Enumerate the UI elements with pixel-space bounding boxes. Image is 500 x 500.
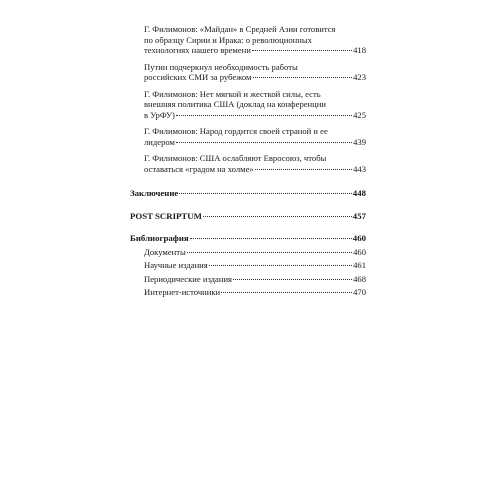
toc-entry-last-line xyxy=(144,247,366,258)
page-number: 448 xyxy=(352,188,366,198)
toc-entry-last-line xyxy=(144,72,366,83)
toc-entry-line: технологиях нашего времени xyxy=(144,45,251,55)
dot-leader xyxy=(255,169,352,170)
page-number: 439 xyxy=(353,136,366,147)
toc-entry-last-line xyxy=(130,233,366,244)
toc-entry-line: Периодические издания xyxy=(144,273,233,284)
toc-entry-line: в УрФУ) xyxy=(144,109,175,120)
dot-leader xyxy=(221,292,352,293)
page-number: 423 xyxy=(353,72,366,82)
toc-entry-line: Г. Филимонов: США ослабляют Евросоюз, чтобы xyxy=(144,153,327,163)
toc-entry-last-line xyxy=(144,110,366,121)
toc-entry-people-proud xyxy=(130,126,366,147)
toc-entry-line: внешняя политика США (доклад на конференции xyxy=(144,99,326,109)
toc-bib-documents xyxy=(130,247,366,258)
toc-section-postscriptum xyxy=(130,211,366,222)
toc-entry-line: российских СМИ за рубежом xyxy=(144,72,252,82)
dot-leader xyxy=(187,252,352,253)
section-title: Библиография xyxy=(130,233,189,243)
toc-entry-line: лидером xyxy=(144,136,175,147)
dot-leader xyxy=(252,50,352,51)
toc-entry-last-line xyxy=(144,287,366,298)
toc-entry-line: Г. Филимонов: «Майдан» в Средней Азии готовится xyxy=(144,24,336,34)
dot-leader xyxy=(209,265,352,266)
page-number: 425 xyxy=(353,109,366,120)
toc-entry-line: Г. Филимонов: Нет мягкой и жесткой силы, есть xyxy=(144,88,321,99)
toc-bib-periodicals xyxy=(130,274,366,285)
toc-entry-last-line xyxy=(144,274,366,285)
toc-entry-last-line xyxy=(144,164,366,175)
page-number: 461 xyxy=(353,260,366,270)
toc-entry-line: Документы xyxy=(144,246,186,257)
dot-leader xyxy=(203,216,352,217)
toc-section-conclusion xyxy=(130,188,366,199)
page-number: 460 xyxy=(352,233,366,243)
toc-section-bibliography xyxy=(130,233,366,244)
section-title: Заключение xyxy=(130,188,179,198)
dot-leader xyxy=(179,193,351,194)
page-number: 457 xyxy=(352,210,366,221)
dot-leader xyxy=(253,77,353,78)
toc-entry-putin-media xyxy=(130,62,366,83)
toc-entry-line: по образцу Сирии и Ирака: о революционных xyxy=(144,34,312,45)
dot-leader xyxy=(190,238,352,239)
dot-leader xyxy=(233,279,352,280)
page-number: 468 xyxy=(353,273,366,284)
toc-entry-line: Путин подчеркнул необходимость работы xyxy=(144,61,298,72)
page-number: 418 xyxy=(353,45,366,55)
page-number: 470 xyxy=(353,287,366,297)
toc-entry-last-line xyxy=(130,211,366,222)
toc-entry-last-line xyxy=(130,188,366,199)
toc-bib-scientific xyxy=(130,260,366,271)
toc-entry-soft-hard-power xyxy=(130,89,366,121)
toc-entry-line: Научные издания xyxy=(144,260,208,270)
toc-entry-last-line xyxy=(144,260,366,271)
toc-entry-last-line xyxy=(144,137,366,148)
toc-entry-maidan xyxy=(130,24,366,56)
dot-leader xyxy=(176,142,352,143)
toc-entry-line: Интернет-источники xyxy=(144,287,221,297)
page-number: 460 xyxy=(353,246,366,257)
toc-bib-internet xyxy=(130,287,366,298)
section-title: POST SCRIPTUM xyxy=(130,210,202,221)
toc-entry-line: оставаться «градом на холме» xyxy=(144,163,254,174)
toc-entry-line: Г. Филимонов: Народ гордится своей страной и ее xyxy=(144,126,328,136)
page-number: 443 xyxy=(353,163,366,174)
dot-leader xyxy=(176,115,352,116)
toc-entry-usa-weakens-eu xyxy=(130,153,366,174)
table-of-contents xyxy=(130,24,366,298)
toc-entry-last-line xyxy=(144,45,366,56)
